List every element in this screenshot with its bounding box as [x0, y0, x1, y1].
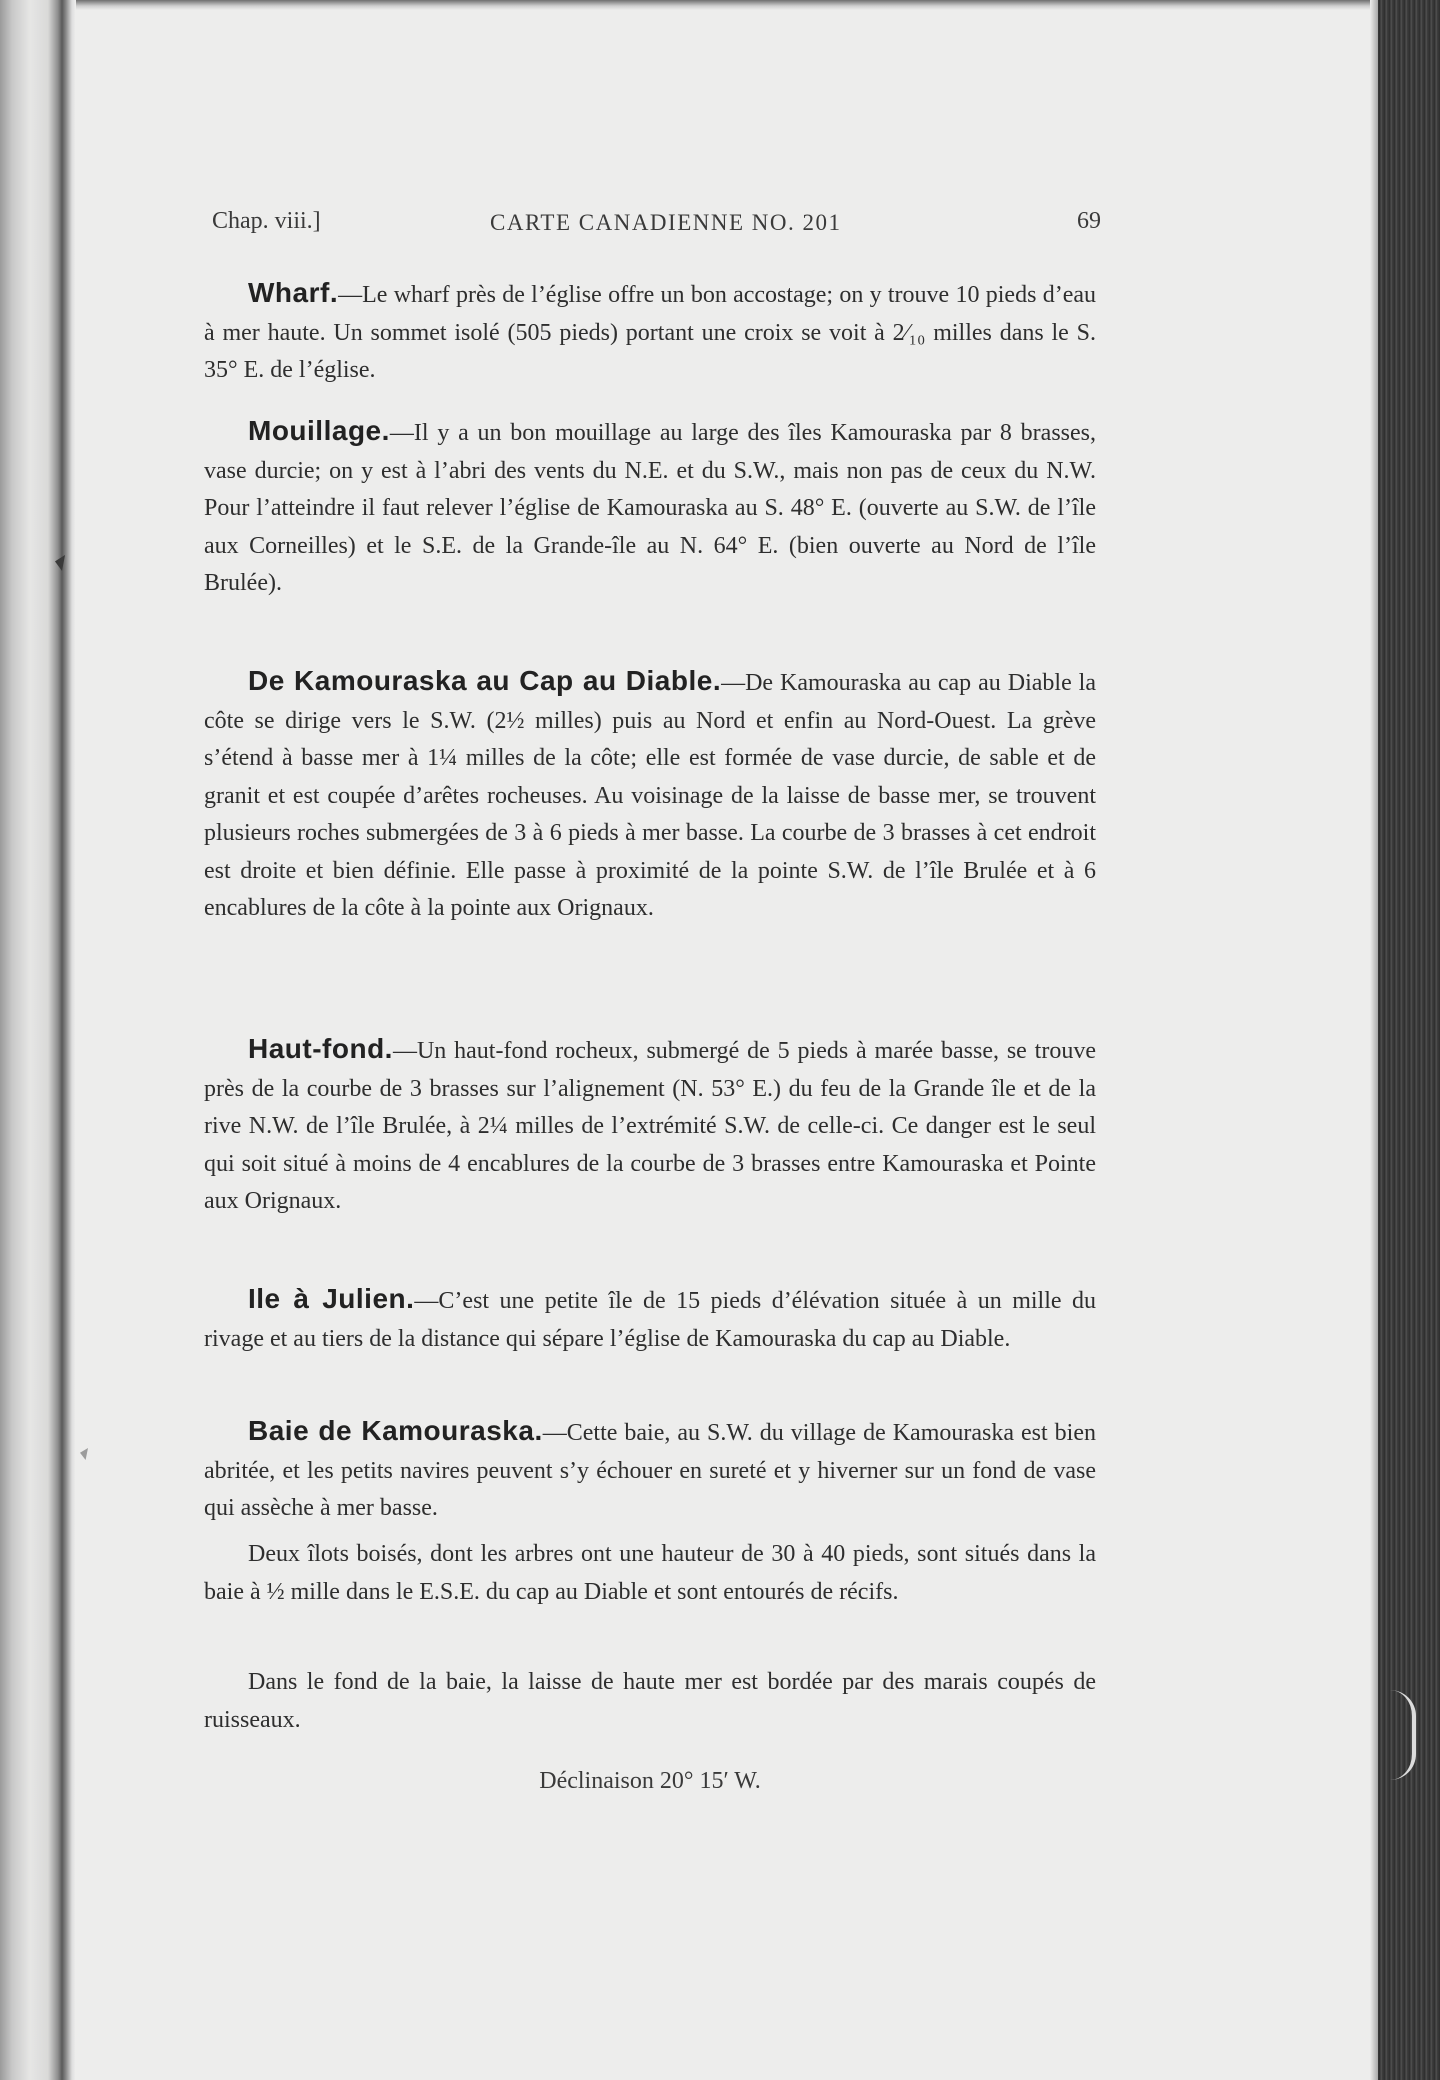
- page-number: 69: [1077, 208, 1101, 234]
- paragraph-ilots: [204, 1536, 1096, 1611]
- book-binding-left: [0, 0, 76, 2080]
- body-paragraph: Dans le fond de la baie, la laisse de haute mer est bordée par des marais coupés de ruisseaux.: [204, 1669, 1096, 1733]
- section-heading: De Kamouraska au Cap au Diable.: [248, 665, 722, 696]
- section-heading: Baie de Kamouraska.: [248, 1415, 543, 1446]
- section-heading: Ile à Julien.: [248, 1283, 415, 1314]
- page-text-column: [204, 208, 1101, 1794]
- section-body: —Le wharf près de l’église offre un bon accostage; on y trouve 10 pieds d’eau à mer haute. Un sommet isolé (505 pieds) portant une croix se voit à 2⁄₁₀ milles dans le S. 35° E. de l’église.: [204, 282, 1096, 383]
- page-top-edge: [0, 0, 1440, 10]
- section-body: —Il y a un bon mouillage au large des îles Kamouraska par 8 brasses, vase durcie; on y est à l’abri des vents du N.E. et du S.W., mais non pas de ceux du N.W. Pour l’atteindre il faut relever l’église de Kamouraska au S. 48° E. (ouverte au S.W. de l’île aux Corneilles) et le S.E. de la Grande-île au N. 64° E. (bien ouverte au Nord de l’île Brulée).: [204, 420, 1096, 596]
- body-paragraph: Deux îlots boisés, dont les arbres ont une hauteur de 30 à 40 pieds, sont situés dans la baie à ½ mille dans le E.S.E. du cap au Diable et sont entourés de récifs.: [204, 1541, 1096, 1605]
- section-body: —Un haut-fond rocheux, submergé de 5 pieds à marée basse, se trouve près de la courbe de 3 brasses sur l’alignement (N. 53° E.) du feu de la Grande île et de la rive N.W. de l’île Brulée, à 2¼ milles de l’extrémité S.W. de celle-ci. Ce danger est le seul qui soit situé à moins de 4 encablures de la courbe de 3 brasses entre Kamouraska et Pointe aux Orignaux.: [204, 1038, 1096, 1214]
- chart-title: CARTE CANADIENNE NO. 201: [490, 210, 842, 235]
- section-body: —Cette baie, au S.W. du village de Kamouraska est bien abritée, et les petits navires peuvent s’y échouer en sureté et y hiverner sur un fond de vase qui assèche à mer basse.: [204, 1420, 1096, 1521]
- running-head: [204, 208, 1101, 248]
- chapter-label: Chap. viii.]: [212, 208, 321, 234]
- section-baie-de-kamouraska: [204, 1412, 1096, 1528]
- section-cap-au-diable: [204, 662, 1096, 928]
- section-mouillage: [204, 412, 1096, 603]
- section-heading: Wharf.: [248, 277, 339, 308]
- section-wharf: [204, 274, 1096, 390]
- section-ile-a-julien: [204, 1280, 1096, 1358]
- section-body: —C’est une petite île de 15 pieds d’élévation située à un mille du rivage et au tiers de la distance qui sépare l’église de Kamouraska du cap au Diable.: [204, 1288, 1096, 1352]
- section-body: —De Kamouraska au cap au Diable la côte se dirige vers le S.W. (2½ milles) puis au Nord et enfin au Nord-Ouest. La grève s’étend à basse mer à 1¼ milles de la côte; elle est formée de vase durcie, de sable et de granit et est coupée d’arêtes rocheuses. Au voisinage de la laisse de basse mer, se trouvent plusieurs roches submergées de 3 à 6 pieds à mer basse. La courbe de 3 brasses à cet endroit est droite et bien définie. Elle passe à proximité de la pointe S.W. de l’île Brulée et à 6 encablures de la côte à la pointe aux Orignaux.: [204, 670, 1096, 921]
- page-curl-mark: [1390, 1690, 1416, 1780]
- section-heading: Mouillage.: [248, 415, 390, 446]
- section-haut-fond: [204, 1030, 1096, 1221]
- declinaison-note: Déclinaison 20° 15′ W.: [539, 1768, 761, 1794]
- section-heading: Haut-fond.: [248, 1033, 393, 1064]
- paragraph-fond-baie: [204, 1664, 1096, 1739]
